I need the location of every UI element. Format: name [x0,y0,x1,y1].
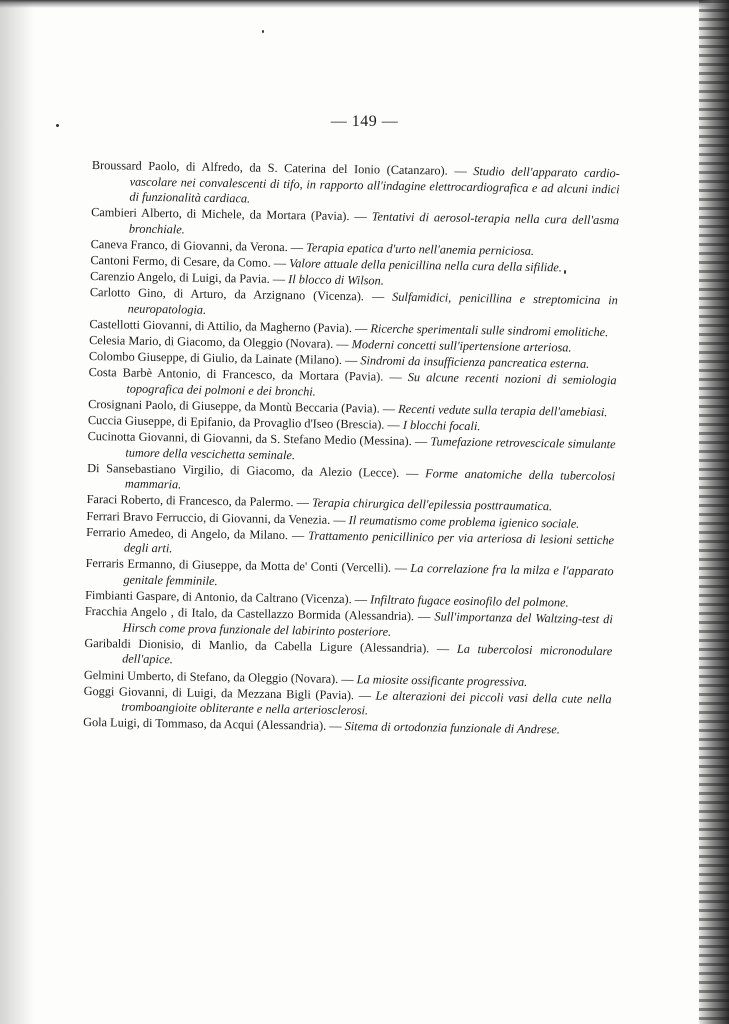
entry-dash: — [326,719,345,734]
entry-author: Celesia Mario, di Giacomo, da Oleggio (Novara). [89,333,334,351]
entry-title: Ricerche sperimentali sulle sindromi emolitiche. [370,321,609,340]
entry-dash: — [399,465,426,481]
entry-title: Il reumatismo come problema igienico sociale. [348,512,580,531]
entry-title: Terapia epatica d'urto nell'anemia perniciosa. [306,240,535,258]
entry-author: Garibaldi Dionisio, di Manlio, da Cabella Ligure (Alessandria). [84,635,430,656]
entry-author: Ferraris Ermanno, di Giuseppe, da Motta de' Conti (Vercelli). [85,556,392,576]
entry-author: Gelmini Umberto, di Stefano, da Oleggio (Novara). [83,667,339,686]
entry-title: Sull'importanza del Waltzing-test di Hirsch come prova funzionale del labirinto posteriore. [122,609,613,639]
entry-author: Ferrario Amedeo, di Angelo, da Milano. [86,524,289,542]
entry-title: Forme anatomiche della tubercolosi mammaria. [124,466,616,492]
entry-title: Tentativi di aerosol-terapia nella cura dell'asma bronchiale. [128,209,620,237]
entry-title: Sitema di ortodonzia funzionale di Andrese. [344,719,560,737]
entry-author: Goggi Giovanni, di Luigi, da Mezzana Bigli (Pavia). [83,683,355,702]
entry-author: Crosignani Paolo, di Giuseppe, da Montù Beccaria (Pavia). [88,396,380,416]
entry-title: Terapia chirurgica dell'epilessia posttraumatica. [311,495,553,514]
entry-dash: — [351,321,371,336]
entry-title: Recenti vedute sulla terapia dell'amebiasi. [398,401,608,420]
entry-title: Valore attuale della penicillina nella cura della sifilide. [289,256,563,275]
thesis-list [83,158,620,740]
entry-author: Cantoni Fermo, di Cesare, da Como. [90,253,271,270]
entry-author: Colombo Giuseppe, di Giulio, da Lainate (Milano). [88,349,343,368]
scan-speck [262,30,264,33]
entry-title: Studio dell'apparato cardio-vascolare nei convalescenti di tifo, in rapporto all'indagine elettrocardiografica e ad alcuni indici di funzionalità cardiaca. [129,163,620,206]
entry-title: La correlazione fra la milza e l'apparato genitale femminile. [123,561,614,588]
entry-title: Sulfamidici, penicillina e streptomicina in neuropatologia. [127,289,618,317]
entry-dash: — [353,687,376,703]
entry-dash: — [269,271,289,287]
entry-title: Infiltrato fugace eosinofilo del polmone. [370,592,569,610]
entry-dash: — [413,609,435,624]
entry-dash: — [351,592,371,607]
entry-author: Cucinotta Giovanni, di Giovanni, da S. Stefano Medio (Messina). [87,429,412,449]
entry-dash: — [287,527,309,543]
page-number: — 149 — [330,113,399,130]
entry-title: Il blocco di Wilson. [288,272,384,288]
entry-dash: — [411,434,431,449]
entry-dash: — [383,369,408,385]
entry-title: Trattamento penicillinico per via arteriosa di lesioni settiche degli arti. [123,528,615,556]
entry-author: Di Sansebastiano Virgilio, di Giacomo, da Alezio (Lecce). [87,460,400,480]
entry-dash: — [341,353,361,368]
entry-author: Broussard Paolo, di Alfredo, da S. Caterina del Ionio (Catanzaro). [91,158,448,178]
entry-dash: — [447,163,474,178]
entry-author: Ferrari Bravo Ferruccio, di Giovanni, da Venezia. [86,508,331,527]
entry-dash: — [363,289,393,304]
entry-dash: — [429,641,458,656]
scan-top-edge [0,0,729,8]
entry-title: Tumefazione retrovescicale simulante tumore della vescichetta seminale. [125,434,616,462]
entry-title: Su alcune recenti nozioni di semiologia topografica dei polmoni e dei bronchi. [126,370,617,399]
entry-dash: — [384,417,403,432]
entry-title: I blocchi focali. [402,417,481,434]
entry-dash: — [287,240,307,255]
entry-dash: — [338,671,357,686]
entry-title: Moderni concetti sull'ipertensione arteriosa. [351,337,572,355]
entry-author: Costa Barbè Antonio, di Francesco, da Mortara (Pavia). [88,365,384,384]
entry-title: La tubercolosi micronodulare dell'apice. [122,641,613,667]
entry-dash: — [349,209,372,224]
entry-dash: — [379,401,399,416]
entry-author: Faraci Roberto, di Francesco, da Palermo. [86,492,294,510]
entry-dash: — [330,512,349,527]
entry-title: La miosite ossificante progressiva. [356,671,528,689]
entry-dash: — [333,336,352,352]
scan-left-shadow [0,0,34,1024]
entry-title: Sindromi da insufficienza pancreatica esterna. [360,353,590,371]
entry-author: Castellotti Giovanni, di Attilio, da Magherno (Pavia). [89,316,353,336]
entry-author: Gola Luigi, di Tommaso, da Acqui (Alessandria). [83,715,327,734]
entry-dash: — [270,255,290,271]
entry-author: Caneva Franco, di Giovanni, da Verona. [90,236,288,255]
entry-dash: — [390,561,411,576]
entry-dash: — [293,495,313,510]
entry-author: Cuccia Giuseppe, di Epifanio, da Provaglio d'Iseo (Brescia). [87,412,385,432]
entry-author: Cambieri Alberto, di Michele, da Mortara (Pavia). [91,205,350,224]
entry-author: Fracchia Angelo , di Italo, da Castellazzo Bormida (Alessandria). [84,604,415,624]
entry-author: Carlotto Gino, di Arturo, da Arzignano (Vicenza). [89,285,365,304]
scan-book-spine-edge [699,0,729,1024]
entry-author: Fimbianti Gaspare, di Antonio, da Caltrano (Vicenza). [85,587,352,607]
entry-author: Carenzio Angelo, di Luigi, da Pavia. [90,269,270,286]
list-item [91,158,620,213]
entry-title: Le alterazioni dei piccoli vasi della cute nella tromboangioite obliterante e nella arteriosclerosi. [121,688,612,718]
